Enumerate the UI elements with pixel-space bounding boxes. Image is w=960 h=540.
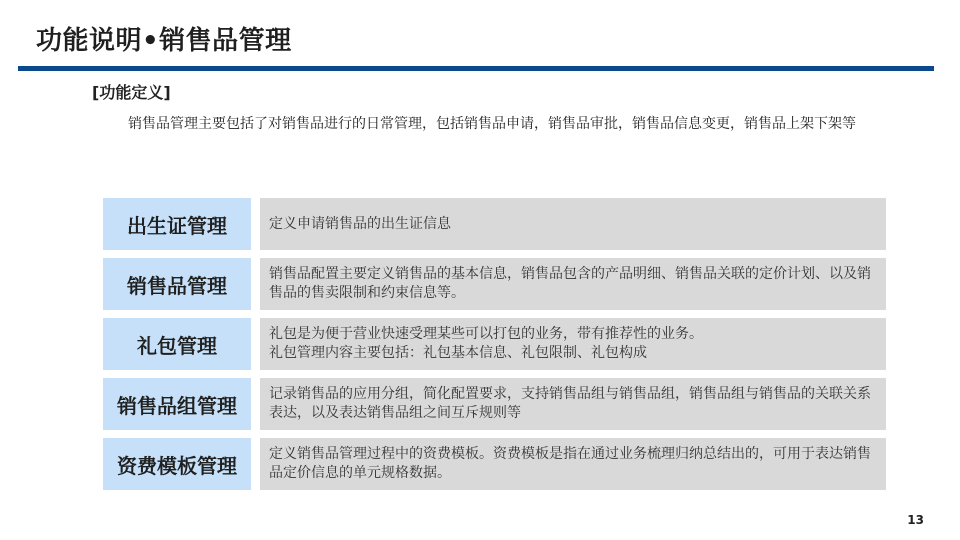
slide-title: 功能说明•销售品管理 xyxy=(36,26,292,56)
feature-description-line: 礼包管理内容主要包括：礼包基本信息、礼包限制、礼包构成 xyxy=(269,345,647,361)
feature-row-gift-package xyxy=(103,318,886,370)
feature-description-text: 定义申请销售品的出生证信息 xyxy=(269,215,451,232)
feature-label: 销售品管理 xyxy=(103,258,251,310)
feature-description-text: 销售品配置主要定义销售品的基本信息，销售品包含的产品明细、销售品关联的定价计划、以及销售品的售卖限制和约束信息等。 xyxy=(269,266,871,301)
feature-description xyxy=(260,438,886,490)
feature-row-tariff-template xyxy=(103,438,886,490)
feature-label: 销售品组管理 xyxy=(103,378,251,430)
feature-label: 礼包管理 xyxy=(103,318,251,370)
section-body: 销售品管理主要包括了对销售品进行的日常管理，包括销售品申请，销售品审批，销售品信息变更，销售品上架下架等 xyxy=(128,116,856,132)
title-divider xyxy=(18,66,934,71)
feature-description xyxy=(260,198,886,250)
feature-description xyxy=(260,258,886,310)
feature-label: 出生证管理 xyxy=(103,198,251,250)
feature-row-product-group xyxy=(103,378,886,430)
feature-label: 资费模板管理 xyxy=(103,438,251,490)
feature-description xyxy=(260,318,886,370)
page-number: 13 xyxy=(907,513,924,527)
feature-row-birth-certificate xyxy=(103,198,886,250)
feature-description-text: 记录销售品的应用分组，简化配置要求，支持销售品组与销售品组，销售品组与销售品的关联关系表达，以及表达销售品组之间互斥规则等 xyxy=(269,386,871,421)
feature-description-text: 定义销售品管理过程中的资费模板。资费模板是指在通过业务梳理归纳总结出的，可用于表达销售品定价信息的单元规格数据。 xyxy=(269,446,871,481)
feature-list xyxy=(103,198,886,498)
section-heading: [功能定义] xyxy=(92,83,171,102)
feature-description-line: 礼包是为便于营业快速受理某些可以打包的业务，带有推荐性的业务。 xyxy=(269,326,703,342)
feature-description xyxy=(260,378,886,430)
feature-row-product-management xyxy=(103,258,886,310)
